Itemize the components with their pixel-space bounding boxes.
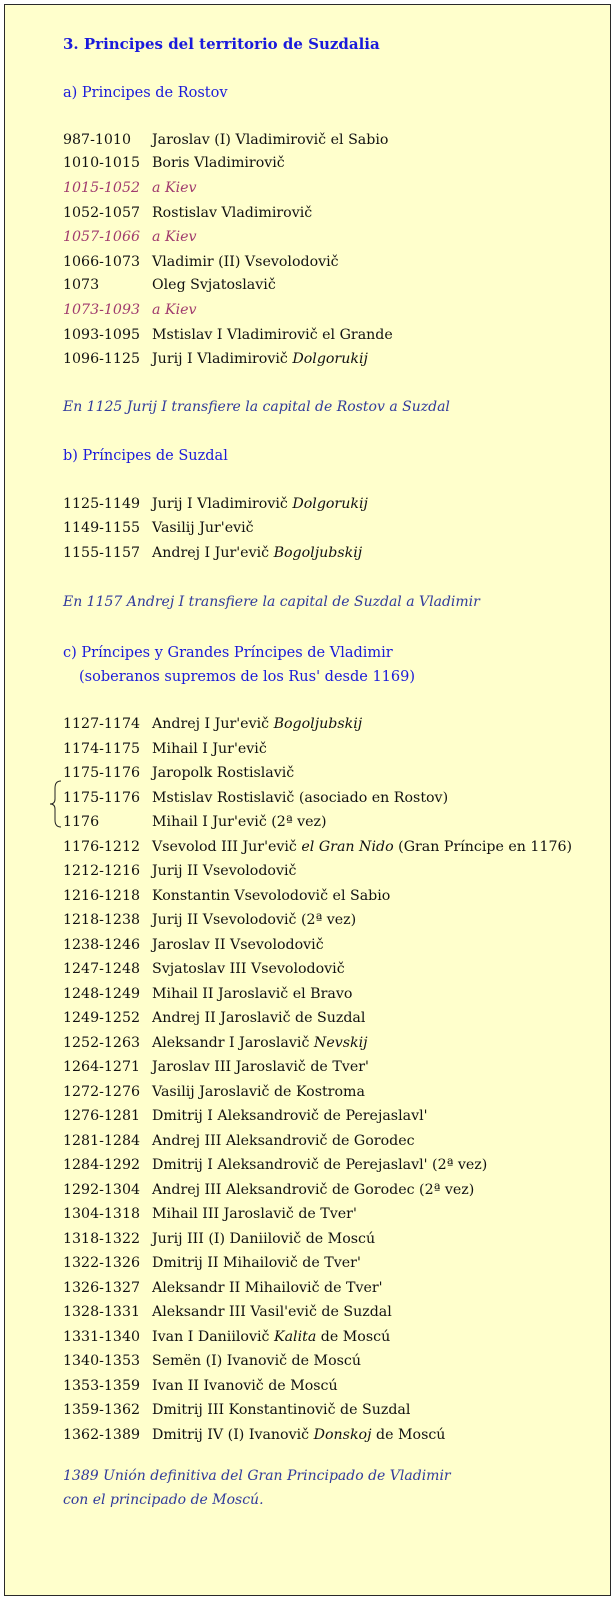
- ruler-name-text: Jurij II Vsevolodovič: [152, 863, 297, 879]
- reign-years: 1073-1093: [63, 302, 141, 318]
- reign-years: 1331-1340: [63, 1328, 141, 1345]
- reign-years: 1216-1218: [63, 887, 141, 904]
- ruler-name-text: Mihail II Jaroslavič el Bravo: [152, 985, 353, 1002]
- ruler-name: [152, 937, 324, 953]
- note-union-line2: con el principado de Moscú.: [63, 1492, 264, 1508]
- ruler-name: [152, 1010, 365, 1026]
- note-capital-vladimir: En 1157 Andrej I transfiere la capital de Suzdal a Vladimir: [63, 594, 480, 610]
- ruler-name-text: Boris Vladimirovič: [152, 155, 285, 171]
- ruler-name: [152, 1206, 357, 1222]
- ruler-name: [152, 986, 352, 1002]
- reign-years: 1276-1281: [63, 1108, 141, 1124]
- ruler-name-text: Aleksandr I Jaroslavič: [152, 1034, 310, 1051]
- ruler-name: [152, 1108, 428, 1124]
- reign-years: 1252-1263: [63, 1034, 141, 1051]
- co-ruler-brace-icon: [49, 780, 63, 828]
- ruler-name-text: a Kiev: [152, 302, 197, 318]
- ruler-name: [152, 351, 368, 367]
- ruler-name: [152, 741, 267, 757]
- page-title: 3. Principes del territorio de Suzdalia: [63, 35, 380, 53]
- ruler-name-text: Jaroslav II Vsevolodovič: [152, 936, 324, 953]
- ruler-name: [152, 302, 197, 318]
- ruler-name-text: Vsevolod III Jur'evič: [152, 838, 297, 855]
- ruler-name: [152, 1280, 383, 1296]
- section-subheading-vladimir: (soberanos supremos de los Rus' desde 1169): [79, 669, 416, 685]
- reign-years: 1304-1318: [63, 1206, 141, 1222]
- ruler-name: [152, 1378, 338, 1394]
- ruler-name-text: a Kiev: [152, 229, 197, 245]
- reign-years: 1284-1292: [63, 1157, 141, 1173]
- ruler-name: [152, 155, 285, 171]
- note-union-line1: 1389 Unión definitiva del Gran Principado de Vladimir: [63, 1468, 451, 1484]
- ruler-name: [152, 327, 393, 343]
- ruler-name: [152, 912, 356, 928]
- ruler-name: [152, 839, 572, 855]
- ruler-name: [152, 180, 197, 196]
- ruler-name-text: Jurij I Vladimirovič: [152, 496, 288, 512]
- reign-years: 1155-1157: [63, 545, 141, 561]
- ruler-name: [152, 961, 345, 977]
- ruler-name: [152, 254, 339, 270]
- ruler-name-text: Vasilij Jaroslavič de Kostroma: [152, 1083, 365, 1100]
- ruler-epithet: Kalita: [273, 1328, 317, 1345]
- ruler-name: [152, 496, 368, 512]
- ruler-name: [152, 1133, 415, 1149]
- reign-years: 1264-1271: [63, 1059, 141, 1075]
- ruler-name: [152, 814, 327, 830]
- ruler-name: [152, 229, 197, 245]
- reign-years: 1127-1174: [63, 716, 141, 732]
- reign-years: 1249-1252: [63, 1010, 141, 1026]
- reign-years: 1322-1326: [63, 1255, 141, 1271]
- ruler-name: [152, 1035, 368, 1051]
- ruler-name-text: Mstislav I Vladimirovič el Grande: [152, 327, 393, 343]
- ruler-suffix: de Moscú: [376, 1426, 446, 1443]
- reign-years: 1176: [63, 814, 100, 830]
- ruler-name: [152, 1231, 375, 1247]
- ruler-name-text: Vasilij Jur'evič: [152, 520, 254, 536]
- reign-years: 1149-1155: [63, 520, 141, 536]
- ruler-name-text: Konstantin Vsevolodovič el Sabio: [152, 887, 391, 904]
- ruler-name-text: Svjatoslav III Vsevolodovič: [152, 961, 345, 977]
- note-capital-suzdal: En 1125 Jurij I transfiere la capital de Rostov a Suzdal: [63, 399, 450, 415]
- ruler-name: [152, 205, 312, 221]
- reign-years: 1353-1359: [63, 1377, 141, 1394]
- ruler-name-text: Ivan II Ivanovič de Moscú: [152, 1377, 338, 1394]
- ruler-name: [152, 716, 362, 732]
- ruler-name: [152, 520, 254, 536]
- ruler-name-text: Mstislav Rostislavič (asociado en Rostov): [152, 789, 449, 806]
- ruler-name: [152, 1059, 369, 1075]
- ruler-name-text: Dmitrij II Mihailovič de Tver': [152, 1255, 361, 1271]
- ruler-name-text: Jaroslav III Jaroslavič de Tver': [152, 1059, 369, 1075]
- ruler-name-text: Aleksandr III Vasil'evič de Suzdal: [152, 1304, 392, 1320]
- ruler-epithet: Dolgorukij: [292, 351, 368, 367]
- reign-years: 1248-1249: [63, 985, 141, 1002]
- reign-years: 1212-1216: [63, 863, 141, 879]
- ruler-name-text: Jurij III (I) Daniilovič de Moscú: [152, 1230, 376, 1247]
- reign-years: 1010-1015: [63, 155, 141, 171]
- reign-years: 1340-1353: [63, 1353, 141, 1369]
- reign-years: 1175-1176: [63, 765, 141, 781]
- ruler-name-text: Dmitrij I Aleksandrovič de Perejaslavl': [152, 1108, 428, 1124]
- ruler-name: [152, 545, 362, 561]
- reign-years: 1052-1057: [63, 205, 141, 221]
- ruler-name-text: Jurij I Vladimirovič: [152, 351, 288, 367]
- ruler-name: [152, 1329, 390, 1345]
- reign-years: 1066-1073: [63, 254, 141, 270]
- ruler-name: [152, 277, 276, 293]
- ruler-name-text: Mihail I Jur'evič (2ª vez): [152, 814, 327, 830]
- ruler-name-text: Oleg Svjatoslavič: [152, 277, 276, 293]
- ruler-name-text: Jaropolk Rostislavič: [152, 765, 295, 781]
- ruler-name: [152, 1353, 361, 1369]
- reign-years: 1238-1246: [63, 936, 141, 953]
- ruler-name-text: Dmitrij III Konstantinovič de Suzdal: [152, 1402, 411, 1418]
- reign-years: 1015-1052: [63, 180, 141, 196]
- section-heading-suzdal: b) Príncipes de Suzdal: [63, 448, 228, 464]
- reign-years: 1292-1304: [63, 1181, 141, 1198]
- ruler-name: [152, 1157, 487, 1173]
- reign-years: 1218-1238: [63, 912, 141, 928]
- reign-years: 1176-1212: [63, 838, 141, 855]
- ruler-name-text: Semën (I) Ivanovič de Moscú: [152, 1353, 361, 1369]
- ruler-name-text: Andrej I Jur'evič: [152, 545, 270, 561]
- ruler-name-text: Dmitrij IV (I) Ivanovič: [152, 1426, 310, 1443]
- section-heading-vladimir: c) Príncipes y Grandes Príncipes de Vladimir: [63, 645, 393, 661]
- ruler-name-text: Dmitrij I Aleksandrovič de Perejaslavl' (2ª vez): [152, 1157, 488, 1173]
- reign-years: 987-1010: [63, 132, 131, 148]
- ruler-name-text: a Kiev: [152, 180, 197, 196]
- reign-years: 1272-1276: [63, 1083, 141, 1100]
- ruler-name-text: Andrej II Jaroslavič de Suzdal: [152, 1010, 366, 1026]
- ruler-epithet: Dolgorukij: [292, 496, 368, 512]
- reign-years: 1247-1248: [63, 961, 141, 977]
- reign-years: 1125-1149: [63, 496, 141, 512]
- section-heading-rostov: a) Principes de Rostov: [63, 85, 228, 101]
- ruler-suffix: (Gran Príncipe en 1176): [398, 838, 573, 855]
- ruler-name-text: Jaroslav (I) Vladimirovič el Sabio: [152, 132, 389, 148]
- ruler-name: [152, 765, 294, 781]
- ruler-name: [152, 1304, 392, 1320]
- reign-years: 1318-1322: [63, 1230, 141, 1247]
- ruler-name-text: Aleksandr II Mihailovič de Tver': [152, 1279, 383, 1296]
- reign-years: 1175-1176: [63, 789, 141, 806]
- ruler-suffix: de Moscú: [320, 1328, 391, 1345]
- reign-years: 1073: [63, 277, 100, 293]
- ruler-name: [152, 1182, 474, 1198]
- reign-years: 1362-1389: [63, 1426, 141, 1443]
- ruler-name: [152, 888, 390, 904]
- ruler-epithet: Bogoljubskij: [273, 545, 363, 561]
- ruler-name: [152, 132, 388, 148]
- ruler-name: [152, 1427, 445, 1443]
- ruler-name-text: Andrej III Aleksandrovič de Gorodec (2ª vez): [152, 1181, 475, 1198]
- ruler-epithet: el Gran Nido: [301, 838, 394, 855]
- ruler-name-text: Jurij II Vsevolodovič (2ª vez): [152, 912, 357, 928]
- ruler-name-text: Andrej I Jur'evič: [152, 716, 270, 732]
- ruler-name-text: Ivan I Daniilovič: [152, 1328, 270, 1345]
- ruler-name-text: Andrej III Aleksandrovič de Gorodec: [152, 1132, 415, 1149]
- ruler-name: [152, 1084, 365, 1100]
- ruler-name: [152, 1402, 410, 1418]
- reign-years: 1174-1175: [63, 740, 141, 757]
- ruler-name-text: Mihail I Jur'evič: [152, 740, 267, 757]
- ruler-name: [152, 790, 448, 806]
- ruler-name: [152, 1255, 361, 1271]
- ruler-name-text: Rostislav Vladimirovič: [152, 205, 313, 221]
- ruler-epithet: Donskoj: [313, 1426, 372, 1443]
- ruler-name-text: Mihail III Jaroslavič de Tver': [152, 1206, 357, 1222]
- reign-years: 1281-1284: [63, 1132, 141, 1149]
- reign-years: 1326-1327: [63, 1279, 141, 1296]
- reign-years: 1057-1066: [63, 229, 141, 245]
- ruler-name-text: Vladimir (II) Vsevolodovič: [152, 254, 339, 270]
- ruler-epithet: Bogoljubskij: [273, 716, 363, 732]
- reign-years: 1096-1125: [63, 351, 141, 367]
- reign-years: 1359-1362: [63, 1402, 141, 1418]
- reign-years: 1328-1331: [63, 1304, 141, 1320]
- content-panel: [4, 4, 611, 1596]
- reign-years: 1093-1095: [63, 327, 141, 343]
- ruler-epithet: Nevskij: [313, 1034, 368, 1051]
- ruler-name: [152, 863, 296, 879]
